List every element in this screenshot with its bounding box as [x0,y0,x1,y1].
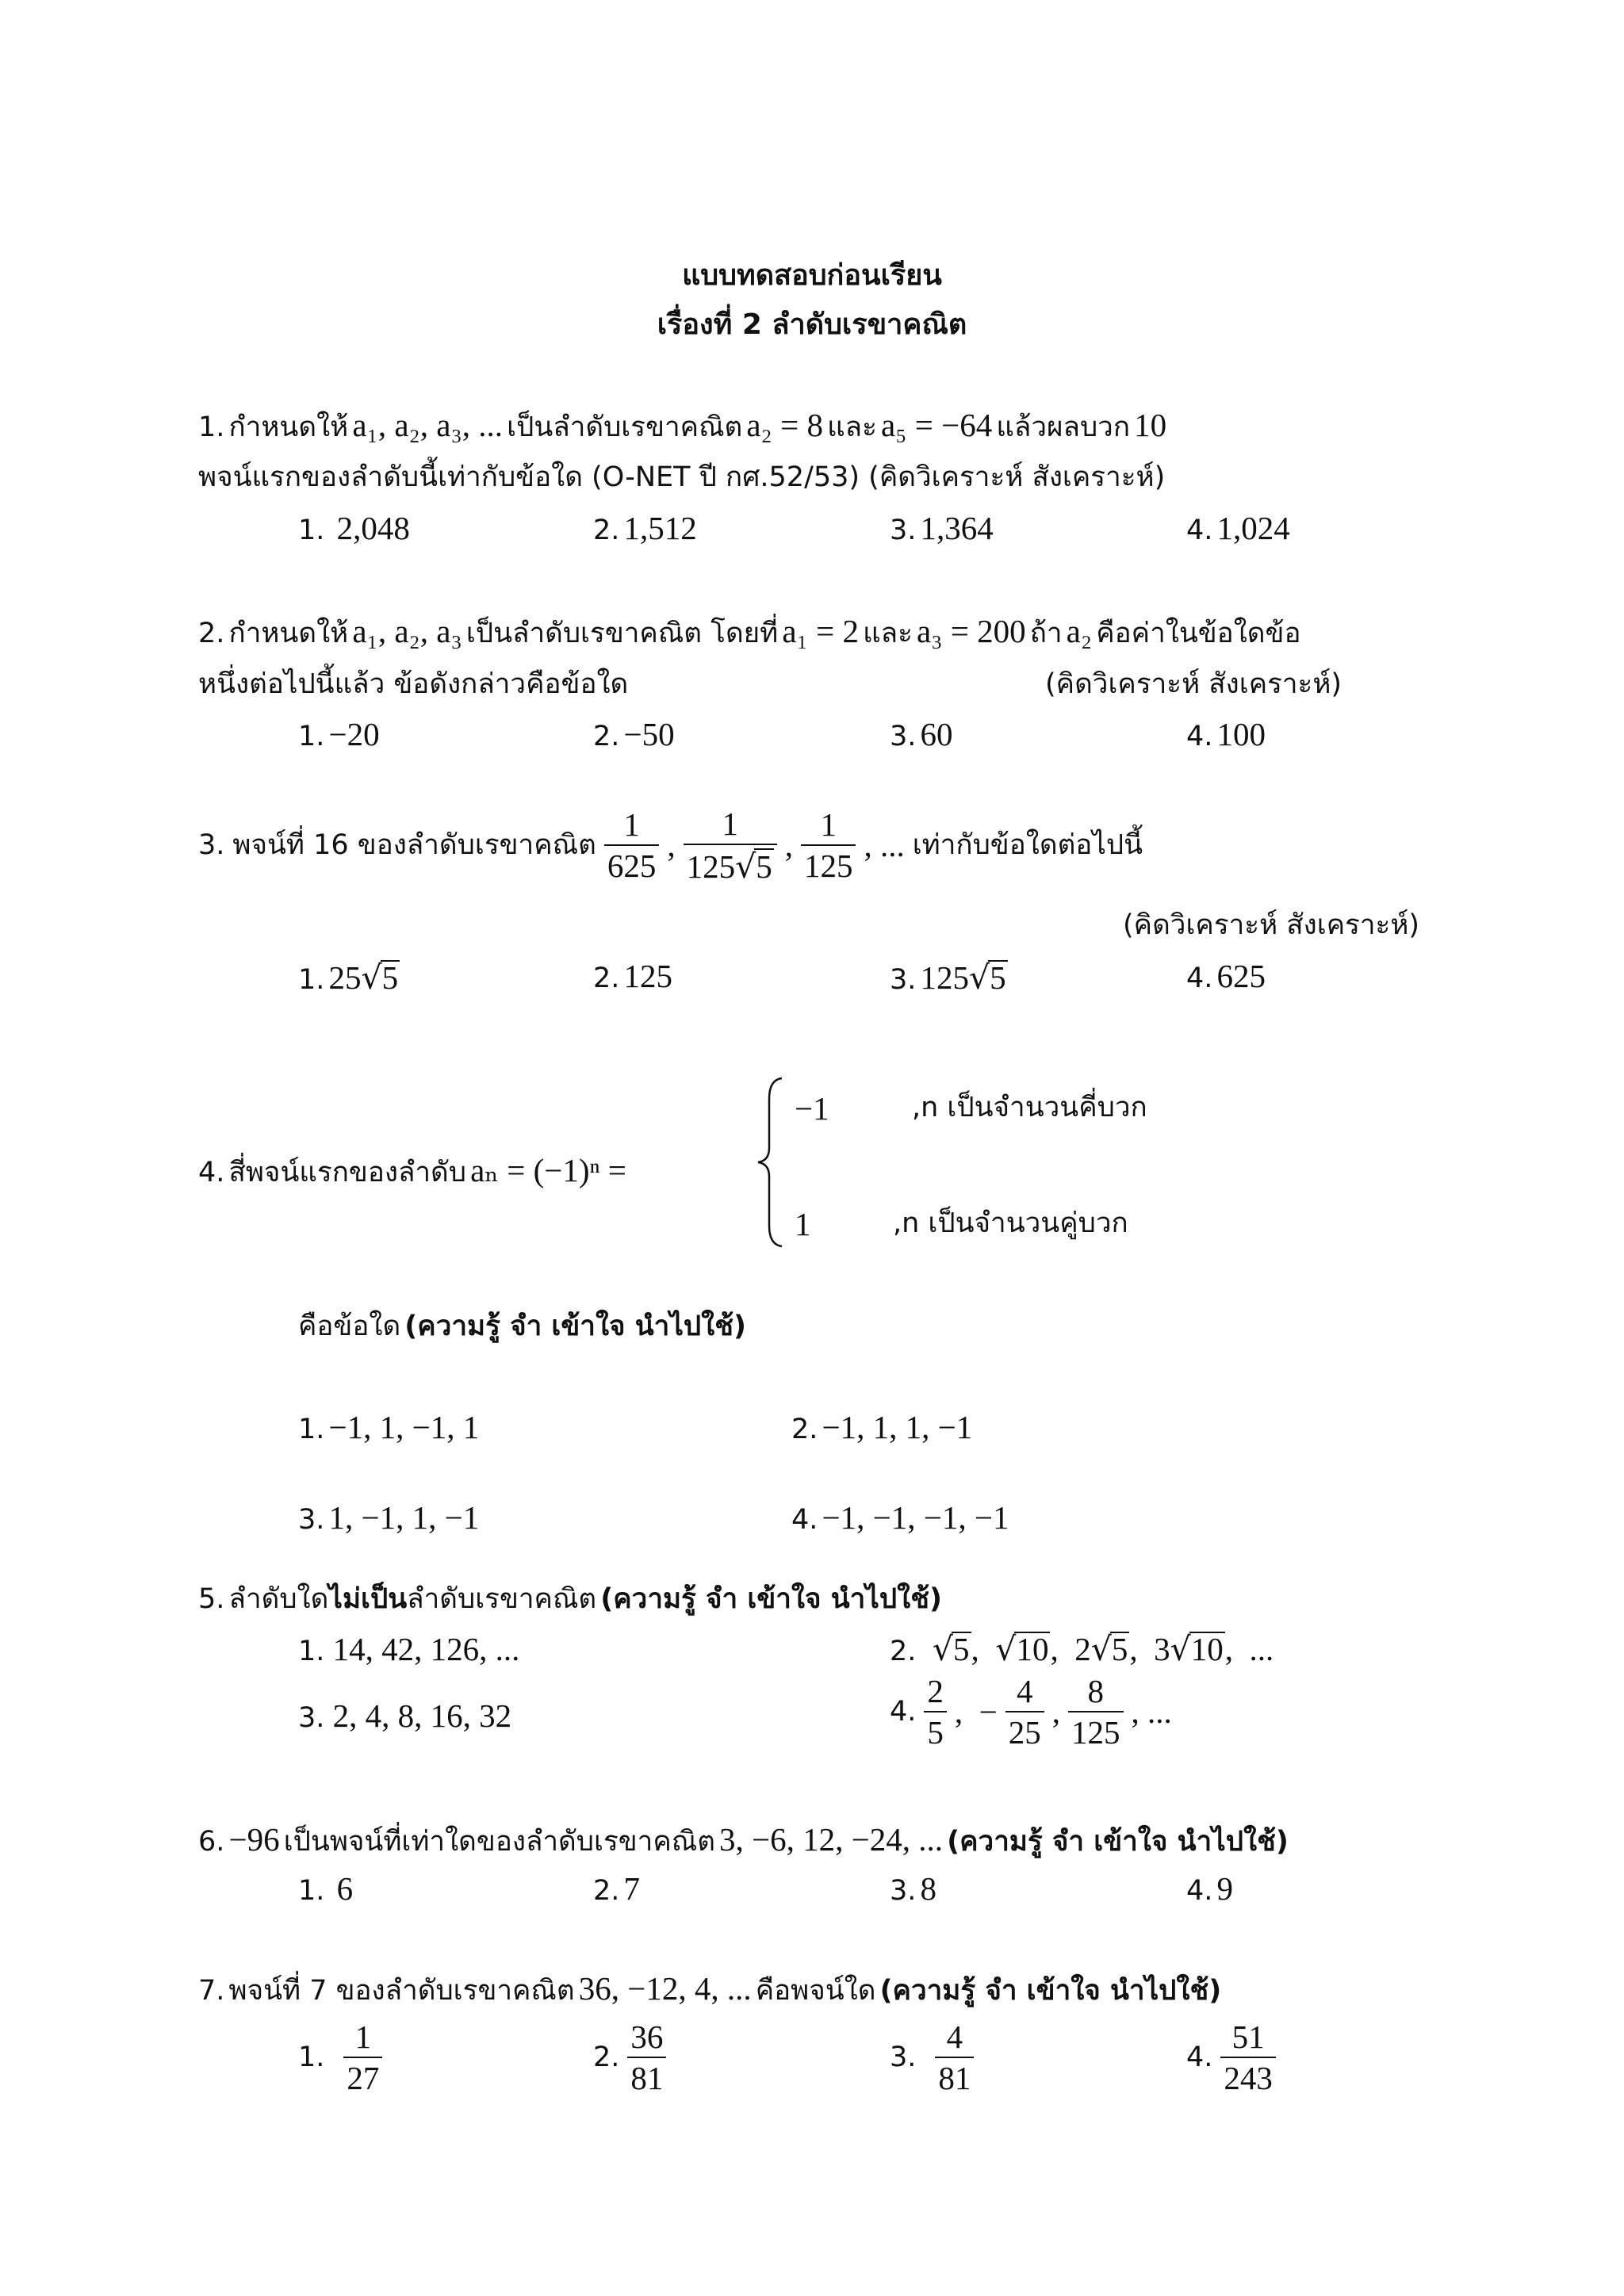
q7-tag: (ความรู้ จำ เข้าใจ นำไปใช้) [879,1975,1222,2007]
q4-choice-3-value: 1, −1, 1, −1 [328,1499,480,1536]
q7-text-a: พจน์ที่ 7 ของลำดับเรขาคณิต [228,1975,575,2007]
q4-case1-cond [912,1094,1147,1122]
q7-choice-3 [890,2020,974,2095]
q5-choice-2: 2. √5, √10, 2√5, 3√10, ... [890,1630,1274,1668]
q5-choice-2-label: 2. [890,1636,917,1667]
q4-choice-1-value: −1, 1, −1, 1 [328,1409,480,1445]
q1-text-a: กำหนดให้ [228,411,349,443]
left-brace-icon [755,1075,787,1249]
q6-choice-3-value: 8 [920,1870,936,1907]
q5-number: 5. [198,1583,225,1615]
q1-and: และ [827,411,877,443]
q2-and: และ [863,618,913,649]
q3-f2-den-coef: 125 [686,848,736,886]
q5-c4-f3-den: 125 [1068,1711,1124,1750]
q6-value: −96 [228,1821,280,1858]
q5-c4-fraction-2 [1005,1674,1044,1750]
q6-number: 6. [198,1826,225,1858]
q7-choice-2-den: 81 [627,2057,666,2095]
q2-choice-4-label: 4. [1186,721,1213,752]
q3-number: 3. [198,829,225,862]
q2-text-d: คือค่าในข้อใดข้อ [1096,618,1301,649]
q4-ask [298,1313,746,1341]
q2-line2: หนึ่งต่อไปนี้แล้ว ข้อดังกล่าวคือข้อใด [198,668,629,700]
q7-choice-4 [1186,2020,1276,2095]
q5-choice-3-label: 3. [298,1702,325,1734]
q3-f3-den: 125 [801,844,856,883]
q5-c4-f1-den: 5 [924,1711,947,1750]
q6-sequence: 3, −6, 12, −24, ... [719,1821,944,1858]
q4-choice-1-label: 1. [298,1414,325,1445]
q5-choice-4: 4. $\frac{2}{5}$ , − $\frac{4}{25}$ , $\frac{8}{125}$ , ... [890,1673,1172,1751]
q2-terms: a₁, a₂, a₃ [352,613,462,649]
q6-choice-1 [298,1870,354,1907]
q1-choice-3-label: 3. [890,515,917,546]
q7-choice-2-fraction [627,2020,666,2095]
q2-choice-3-label: 3. [890,721,917,752]
q3-choice-4-value: 625 [1216,958,1266,994]
q6-choice-3-label: 3. [890,1875,917,1907]
radical-icon: √ [1090,1630,1112,1668]
q2-text-c: ถ้า [1029,618,1063,649]
q7-choice-4-den: 243 [1220,2057,1276,2095]
q4-expression: aₙ = (−1)ⁿ = [470,1152,626,1188]
q6-choice-4-value: 9 [1216,1870,1233,1907]
q2-choice-4 [1186,718,1266,751]
q6-choice-4-label: 4. [1186,1875,1213,1907]
q3-f1-num: 1 [623,806,640,843]
q4-choice-3-label: 3. [298,1504,325,1536]
q2-choice-1-label: 1. [298,721,325,752]
q3-choice-4-label: 4. [1186,962,1213,994]
q5-text-a: ลำดับใด [228,1583,329,1615]
q4-case1-value: −1 [795,1090,829,1127]
q3-fraction-3 [801,808,856,883]
q3-choice-1-radicand: 5 [381,959,399,996]
q4-choice-1 [298,1411,479,1444]
q2-choice-3-value: 60 [920,716,953,752]
q6-choice-1-value: 6 [336,1870,354,1907]
q4-case1-cond-text: ,n เป็นจำนวนคี่บวก [912,1092,1147,1123]
q3-choice-1-label: 1. [298,964,325,996]
q3-choice-3-radicand: 5 [990,959,1006,996]
q1-cond1: a₂ = 8 [746,407,823,443]
q3-ellipsis: , ... [864,827,905,864]
question-1 [198,409,1166,442]
q4-choice-2 [791,1411,972,1444]
q3-fraction-1 [604,808,660,883]
q2-text-b: เป็นลำดับเรขาคณิต โดยที่ [465,618,779,649]
q3-choice-2-label: 2. [593,962,620,994]
q7-choice-2-label: 2. [593,2042,620,2074]
radical-icon: √ [1170,1630,1191,1668]
q5-c4-tail: , ... [1131,1693,1172,1731]
q2-choice-4-value: 100 [1216,716,1266,752]
radical-icon: √ [361,959,382,997]
q3-text-a: พจน์ที่ 16 ของลำดับเรขาคณิต [232,829,596,862]
q7-number: 7. [198,1975,225,2007]
radical-icon: √ [995,1630,1017,1668]
q4-choice-4 [791,1499,1009,1536]
question-7 [198,1970,1222,2007]
q1-choice-4-value: 1,024 [1216,510,1290,546]
q4-choice-3 [298,1499,480,1536]
q1-ten: 10 [1134,407,1167,443]
q5-choice-3-value: 2, 4, 8, 16, 32 [332,1697,512,1734]
q5-text-b: ลำดับเรขาคณิต [407,1583,597,1615]
q3-choice-2-value: 125 [623,958,672,994]
q3-text-b: เท่ากับข้อใดต่อไปนี้ [912,829,1143,862]
q4-number: 4. [198,1157,225,1188]
q6-choice-4 [1186,1870,1233,1907]
q2-choice-1 [298,718,380,751]
q6-choice-2-value: 7 [623,1870,640,1907]
q7-choice-1-num: 1 [354,2019,372,2055]
q7-text-b: คือพจน์ใด [755,1975,876,2007]
q5-choice-3 [298,1697,512,1734]
q2-a2: a₂ [1066,613,1093,649]
q7-choice-1-den: 27 [343,2057,382,2095]
q1-cond2: a₅ = −64 [880,407,993,443]
question-2 [198,615,1300,648]
q7-choice-4-label: 4. [1186,2042,1213,2074]
q4-case2-value: 1 [795,1206,811,1242]
q3-choice-1 [298,959,400,997]
q3-f3-num: 1 [820,806,837,843]
q7-choice-3-label: 3. [890,2042,917,2074]
q7-choice-3-num: 4 [946,2019,963,2055]
question-6 [198,1823,1289,1856]
q4-case2-cond [893,1207,1128,1239]
q2-tag: (คิดวิเคราะห์ สังเคราะห์) [1045,668,1342,700]
q7-sequence: 36, −12, 4, ... [578,1970,752,2007]
q1-text-b: เป็นลำดับเรขาคณิต [507,411,743,443]
q5-choice-1-label: 1. [298,1636,325,1667]
q2-choice-2-label: 2. [593,721,620,752]
q4-choice-4-value: −1, −1, −1, −1 [822,1499,1009,1536]
q1-choice-1-label: 1. [298,515,325,546]
q7-choice-3-den: 81 [935,2057,974,2095]
q6-text-a: เป็นพจน์ที่เท่าใดของลำดับเรขาคณิต [283,1826,715,1858]
question-5 [198,1583,942,1615]
q4-text-a: สี่พจน์แรกของลำดับ [228,1157,466,1188]
q5-c4-f2-num: 4 [1017,1673,1033,1709]
question-4 [198,1154,626,1187]
q5-c4-f2-den: 25 [1005,1711,1044,1750]
q7-choice-3-fraction [935,2020,974,2095]
q2-choice-3 [890,718,953,751]
q1-text-c: แล้วผลบวก [996,411,1131,443]
q1-choice-2 [593,512,697,545]
q5-text-bold: ไม่เป็น [328,1583,408,1615]
q4-case2-cond-text: ,n เป็นจำนวนคู่บวก [893,1207,1128,1239]
q3-f1-den: 625 [604,844,660,883]
q5-choice-1-value: 14, 42, 126, ... [332,1631,520,1667]
q7-choice-1-fraction [343,2020,382,2095]
radical-icon: √ [969,959,990,997]
q4-ask-text: คือข้อใด [298,1311,401,1342]
q6-tag: (ความรู้ จำ เข้าใจ นำไปใช้) [947,1826,1289,1858]
radical-icon: √ [735,848,756,886]
q6-choice-1-label: 1. [298,1875,325,1907]
question-3: 3. พจน์ที่ 16 ของลำดับเรขาคณิต $\frac{1}{625}$ , $\frac{1}{125√5}$ , $\frac{1}{125}$ , ... เท่ากับข้อใดต่อไปนี้ [198,806,1143,886]
q3-choice-2 [593,960,672,993]
q4-choice-2-value: −1, 1, 1, −1 [822,1409,973,1445]
q6-choice-2 [593,1870,640,1907]
q5-choice-4-label: 4. [890,1696,917,1728]
q3-choice-1-value: 25 [328,959,362,996]
q1-choice-4 [1186,512,1290,545]
q7-choice-4-fraction [1220,2020,1276,2095]
q3-tag: (คิดวิเคราะห์ สังเคราะห์) [1123,909,1420,941]
q7-choice-4-num: 51 [1231,2019,1265,2055]
q3-f2-radicand: 5 [756,848,772,886]
q4-tag: (ความรู้ จำ เข้าใจ นำไปใช้) [404,1311,746,1342]
q1-number: 1. [198,411,225,443]
q2-text-a: กำหนดให้ [228,618,349,649]
q1-choice-1-value: 2,048 [336,510,410,546]
q6-choice-3 [890,1870,936,1907]
q5-c4-f1-num: 2 [927,1673,944,1709]
q2-cond1: a₁ = 2 [782,613,859,649]
q4-choice-2-label: 2. [791,1414,818,1445]
q2-choice-2 [593,718,675,751]
q3-choice-3 [890,959,1008,997]
q5-c4-fraction-3 [1068,1674,1124,1750]
q2-choice-2-value: −50 [623,716,675,752]
page-subtitle: เรื่องที่ 2 ลำดับเรขาคณิต [657,308,967,341]
q3-fraction-2 [684,807,777,884]
q6-choice-2-label: 2. [593,1875,620,1907]
q3-f2-den [684,844,777,884]
q2-choice-1-value: −20 [328,716,380,752]
q1-choice-1 [298,512,410,545]
radical-icon: √ [932,1630,954,1668]
q1-choice-4-label: 4. [1186,515,1213,546]
q1-choice-3 [890,512,994,545]
q3-f2-num: 1 [722,806,738,842]
q5-c4-f3-num: 8 [1087,1673,1105,1709]
q7-choice-2 [593,2020,666,2095]
q3-choice-4 [1186,960,1266,993]
q1-terms: a₁, a₂, a₃, ... [352,407,504,443]
q3-choice-3-value: 125 [920,959,969,996]
q2-number: 2. [198,618,225,649]
q4-choice-4-label: 4. [791,1504,818,1536]
q7-choice-1-label: 1. [298,2042,325,2074]
q7-choice-2-num: 36 [630,2019,664,2055]
q2-cond2: a₃ = 200 [916,613,1026,649]
q5-tag: (ความรู้ จำ เข้าใจ นำไปใช้) [600,1583,942,1615]
q1-choice-2-value: 1,512 [623,510,697,546]
q5-choice-1 [298,1633,519,1666]
q1-choice-3-value: 1,364 [920,510,994,546]
q7-choice-1 [298,2020,382,2095]
page-title: แบบทดสอบก่อนเรียน [682,259,942,292]
q5-c4-fraction-1 [924,1674,947,1750]
q1-choice-2-label: 2. [593,515,620,546]
q1-line2: พจน์แรกของลำดับนี้เท่ากับข้อใด (O-NET ปี กศ.52/53) (คิดวิเคราะห์ สังเคราะห์) [198,461,1166,493]
q3-choice-3-label: 3. [890,964,917,996]
